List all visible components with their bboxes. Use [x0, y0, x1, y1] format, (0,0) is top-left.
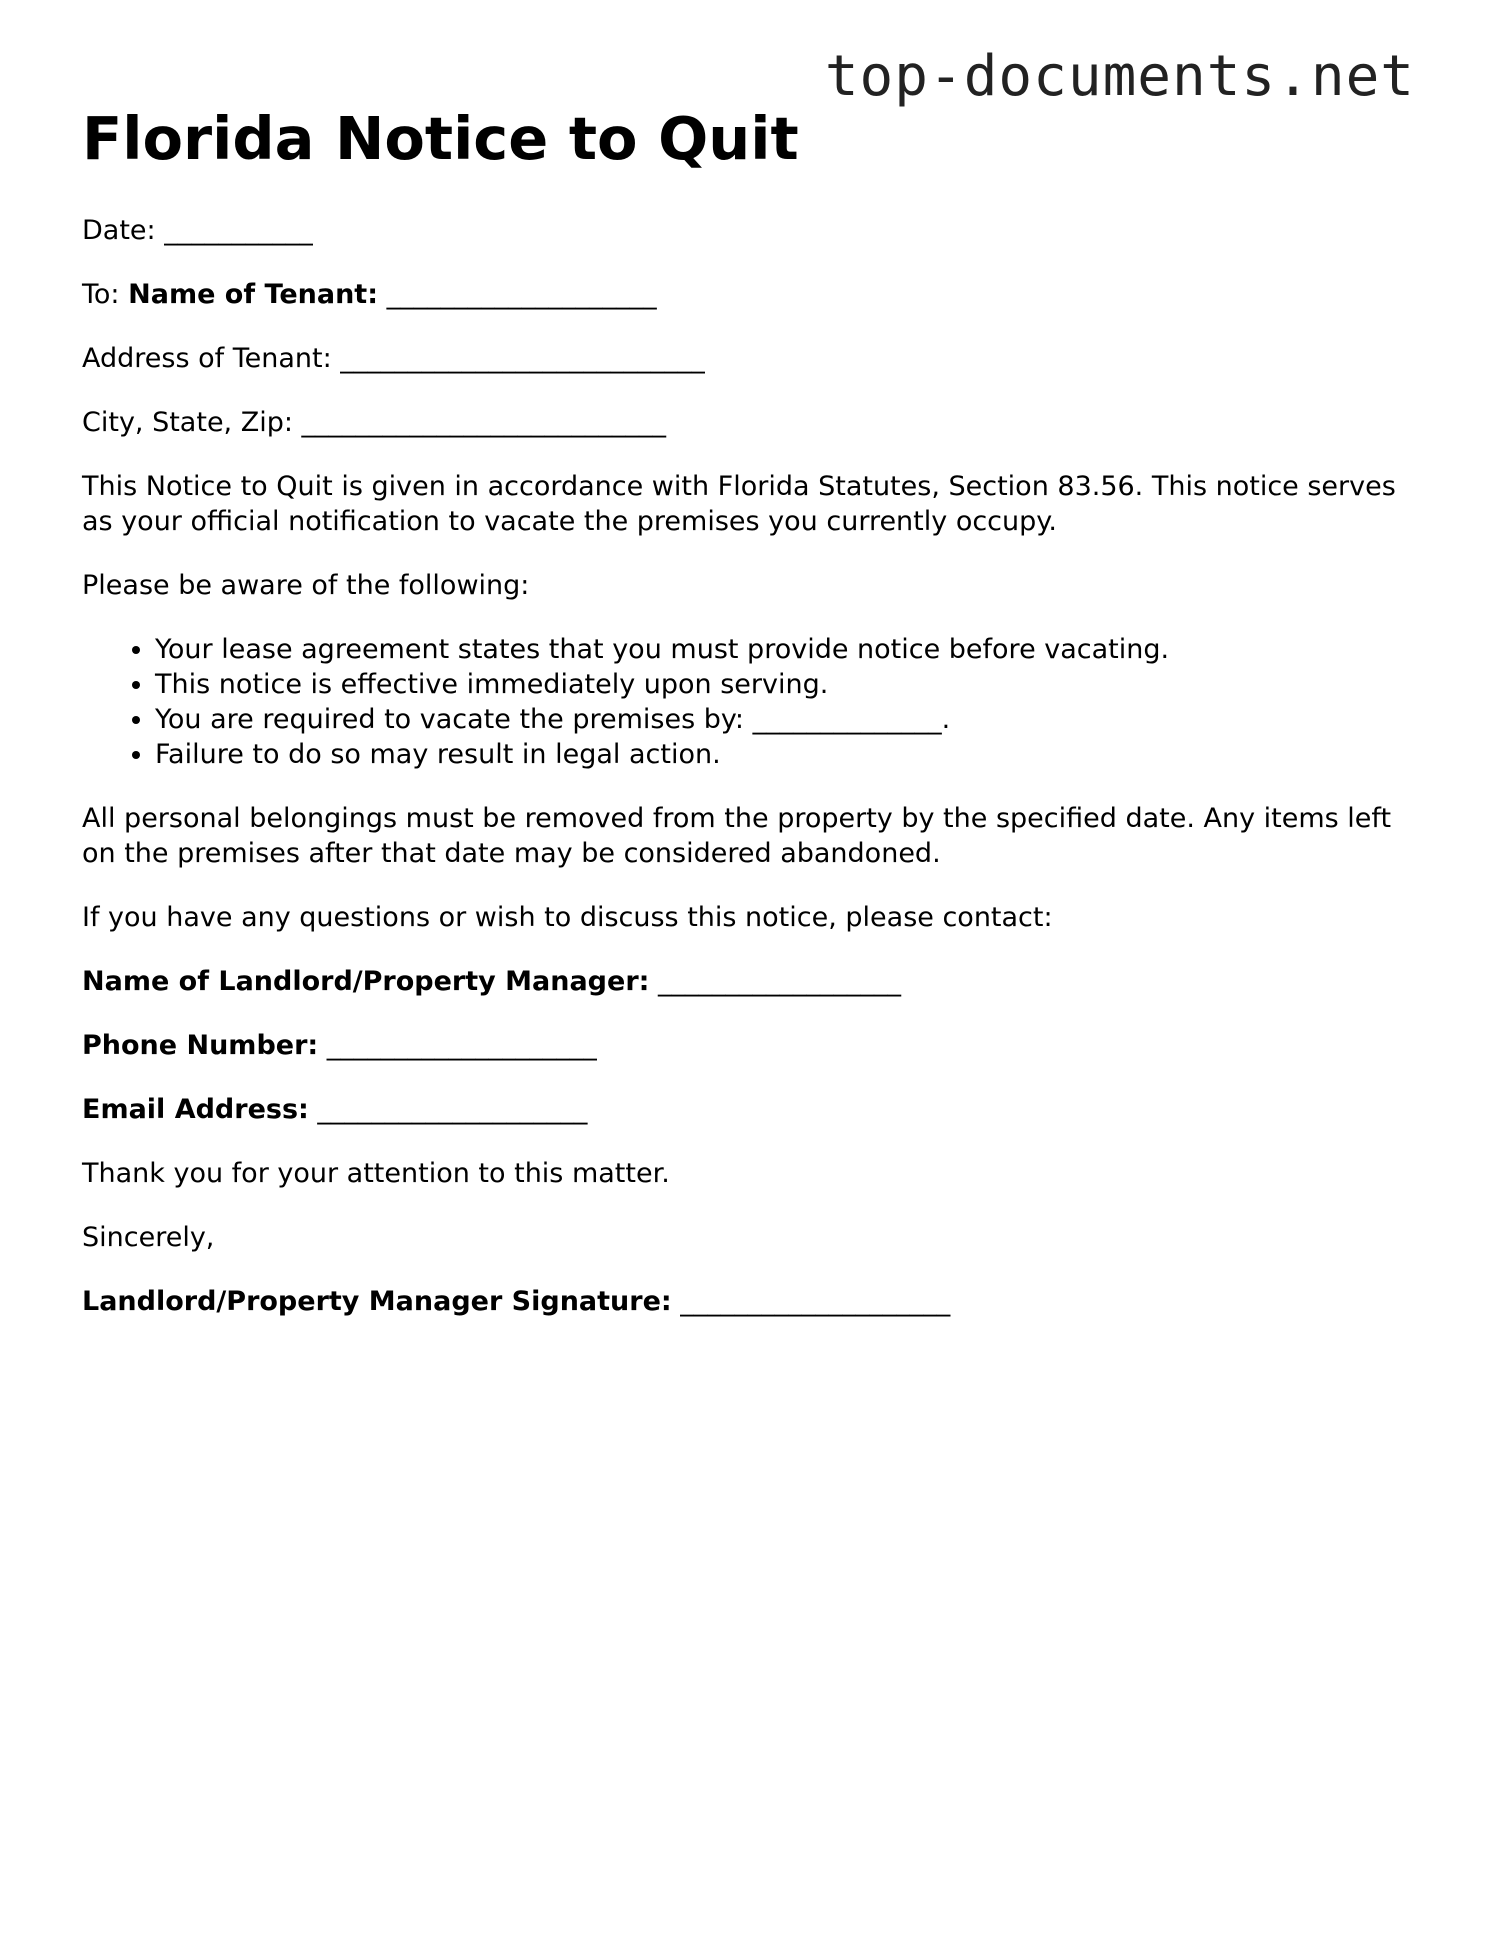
city-state-zip-blank: ___________________________: [301, 407, 667, 438]
date-label: Date:: [82, 215, 156, 246]
tenant-name-line: [82, 277, 1422, 312]
signature-blank: ____________________: [680, 1286, 951, 1317]
tenant-name-blank: ____________________: [386, 279, 657, 310]
list-item: • Failure to do so may result in legal action.: [155, 737, 1422, 772]
tenant-address-label: Address of Tenant:: [82, 343, 332, 374]
landlord-name-line: [82, 964, 1422, 999]
email-blank: ____________________: [317, 1094, 588, 1125]
tenant-address-blank: ___________________________: [340, 343, 705, 374]
notice-terms-list: [82, 632, 1422, 772]
list-item: • Your lease agreement states that you must provide notice before vacating.: [155, 632, 1422, 667]
date-line: [82, 213, 1422, 248]
date-blank: ___________: [164, 215, 313, 246]
contact-paragraph: If you have any questions or wish to discuss this notice, please contact:: [82, 902, 1053, 933]
city-state-zip-label: City, State, Zip:: [82, 407, 293, 438]
landlord-name-label: Name of Landlord/Property Manager:: [82, 966, 650, 997]
email-line: [82, 1092, 1422, 1127]
landlord-name-blank: __________________: [658, 966, 902, 997]
belongings-paragraph: All personal belongings must be removed from the property by the specified date. Any items left on the premises after that date may be considered abandoned.: [82, 803, 1392, 869]
phone-blank: ____________________: [326, 1030, 597, 1061]
to-label: To:: [82, 279, 120, 310]
city-state-zip-line: [82, 405, 1422, 440]
document: [82, 104, 1422, 1319]
document-title: Florida Notice to Quit: [82, 104, 799, 173]
list-item: • This notice is effective immediately upon serving.: [155, 667, 1422, 702]
list-item: • You are required to vacate the premises by: ______________.: [155, 702, 1422, 737]
phone-label: Phone Number:: [82, 1030, 319, 1061]
sincerely-line: Sincerely,: [82, 1222, 215, 1253]
tenant-name-label: Name of Tenant:: [128, 279, 378, 310]
intro-paragraph: This Notice to Quit is given in accordance with Florida Statutes, Section 83.56. This notice serves as your official notification to vacate the premises you currently occupy.: [82, 471, 1396, 537]
tenant-address-line: [82, 341, 1422, 376]
thanks-paragraph: Thank you for your attention to this matter.: [82, 1158, 670, 1189]
signature-label: Landlord/Property Manager Signature:: [82, 1286, 672, 1317]
watermark: top-documents.net: [824, 44, 1415, 109]
phone-line: [82, 1028, 1422, 1063]
aware-paragraph: Please be aware of the following:: [82, 570, 530, 601]
signature-line: [82, 1284, 1422, 1319]
email-label: Email Address:: [82, 1094, 309, 1125]
